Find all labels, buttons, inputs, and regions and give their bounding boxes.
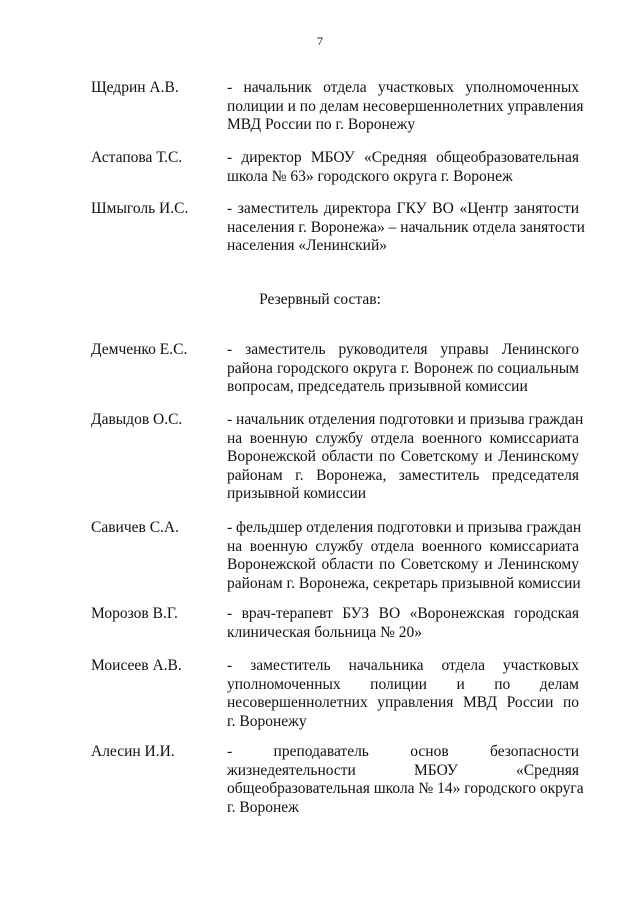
member-role bbox=[227, 341, 579, 397]
member-role-line: г. Воронеж bbox=[227, 798, 299, 816]
member-role-line: населения «Ленинский» bbox=[227, 237, 388, 254]
member-role-line: - директор МБОУ «Средняя общеобразовательная bbox=[227, 149, 579, 166]
member-role-line: клиническая больница № 20» bbox=[227, 623, 423, 641]
member-name: Савичев С.А. bbox=[91, 519, 179, 536]
member-name: Моисеев А.В. bbox=[91, 657, 182, 674]
member-role-line: - начальник отделения подготовки и призыва граждан bbox=[227, 411, 584, 428]
member-role bbox=[227, 605, 579, 642]
member-role-line: призывной комиссии bbox=[227, 485, 367, 502]
member-role-line: уполномоченных полиции и по делам bbox=[227, 675, 579, 693]
member-role bbox=[227, 743, 584, 817]
member-name: Щедрин А.В. bbox=[91, 79, 179, 96]
member-role-line: населения г. Воронежа» – начальник отдела занятости bbox=[227, 218, 585, 236]
member-role-line: Воронежской области по Советскому и Ленинскому bbox=[227, 448, 579, 465]
member-role bbox=[227, 200, 585, 256]
reserve-section-title: Резервный состав: bbox=[259, 291, 381, 308]
member-name: Давыдов О.С. bbox=[91, 411, 183, 428]
member-role-line: - фельдшер отделения подготовки и призыва граждан bbox=[227, 519, 582, 536]
member-role-line: общеобразовательная школа № 14» городского округа bbox=[227, 780, 584, 797]
member-role-line: несовершеннолетних управления МВД России по bbox=[227, 694, 579, 711]
member-name: Алесин И.И. bbox=[91, 743, 175, 760]
member-role-line: на военную службу отдела военного комиссариата bbox=[227, 429, 579, 447]
member-role bbox=[227, 411, 584, 504]
member-role-line: - преподаватель основ безопасности bbox=[227, 743, 579, 760]
member-role-line: - заместитель руководителя управы Ленинского bbox=[227, 341, 579, 358]
member-role-line: МВД России по г. Воронежу bbox=[227, 116, 416, 133]
member-role-line: районам г. Воронежа, заместитель председателя bbox=[227, 466, 579, 484]
member-role-line: г. Воронежу bbox=[227, 712, 307, 730]
member-role-line: жизнедеятельности МБОУ «Средняя bbox=[227, 761, 579, 779]
member-role-line: - начальник отдела участковых уполномоченных bbox=[227, 79, 579, 96]
member-name: Морозов В.Г. bbox=[91, 605, 178, 622]
member-role-line: вопросам, председатель призывной комиссии bbox=[227, 378, 528, 395]
member-role bbox=[227, 657, 579, 731]
member-name: Астапова Т.С. bbox=[91, 149, 183, 166]
member-role bbox=[227, 149, 579, 186]
member-role-line: районам г. Воронежа, секретарь призывной комиссии bbox=[227, 574, 581, 592]
member-role-line: - врач-терапевт БУЗ ВО «Воронежская городская bbox=[227, 605, 579, 622]
member-role-line: района городского округа г. Воронеж по социальным bbox=[227, 359, 579, 377]
page-number: 7 bbox=[317, 34, 323, 48]
member-name: Шмыголь И.С. bbox=[91, 200, 189, 217]
member-role-line: Воронежской области по Советскому и Ленинскому bbox=[227, 556, 579, 573]
member-role bbox=[227, 79, 584, 135]
member-name: Демченко Е.С. bbox=[91, 341, 188, 358]
member-role-line: - заместитель директора ГКУ ВО «Центр занятости bbox=[227, 200, 579, 217]
member-role bbox=[227, 519, 582, 593]
member-role-line: - заместитель начальника отдела участковых bbox=[227, 657, 579, 674]
member-role-line: полиции и по делам несовершеннолетних управления bbox=[227, 97, 584, 115]
member-role-line: на военную службу отдела военного комиссариата bbox=[227, 537, 579, 555]
member-role-line: школа № 63» городского округа г. Воронеж bbox=[227, 167, 513, 185]
